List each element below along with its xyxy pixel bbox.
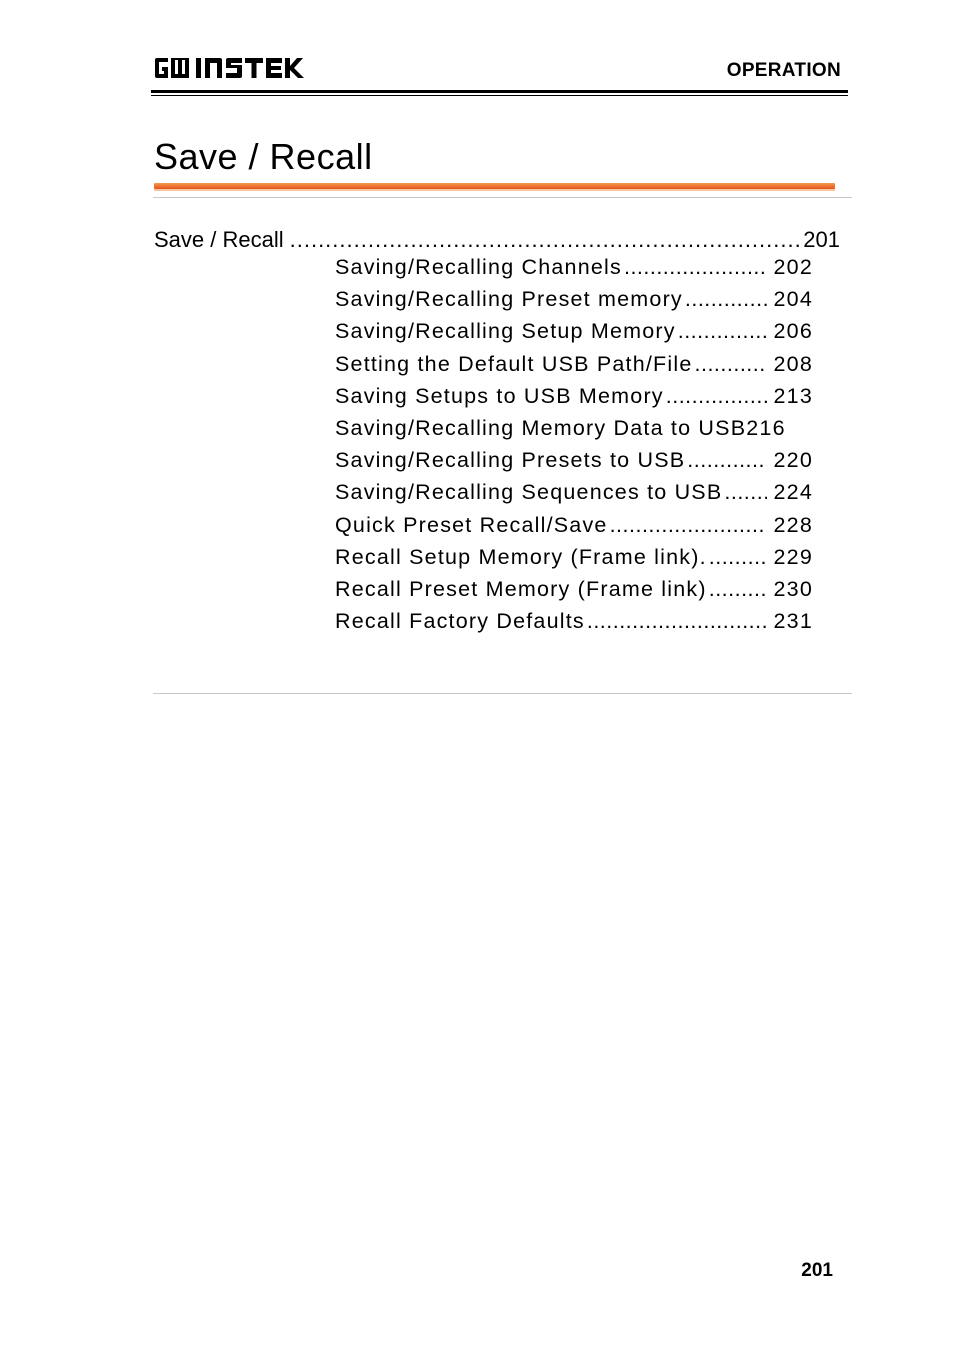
toc-main-page: 201 [803,227,840,252]
toc-item[interactable] [335,352,813,384]
toc-item[interactable] [335,448,813,480]
chapter-title: Save / Recall [154,136,373,177]
toc-item-page: 208 [773,351,813,376]
gw-instek-logo [154,55,324,83]
toc-leader-dots [587,609,767,634]
toc-item[interactable] [335,513,813,545]
toc-item[interactable] [335,319,813,351]
toc-leader-dots [624,255,767,280]
toc-leader-dots [666,384,767,409]
toc-item[interactable] [335,480,813,512]
toc-top-divider [153,197,852,198]
toc-item[interactable] [335,577,813,609]
toc-leader-dots [610,513,767,538]
toc-item-page: 216 [746,415,786,440]
toc-item-page: 206 [773,319,813,344]
toc-item-label: Saving/Recalling Sequences to USB [335,480,723,505]
toc-item-label: Recall Setup Memory (Frame link). [335,544,707,569]
toc-item-page: 231 [773,609,813,634]
toc-item-page: 229 [773,544,813,569]
toc-item-page: 224 [773,480,813,505]
toc-main-label: Save / Recall [154,227,284,252]
toc-item-label: Saving/Recalling Presets to USB [335,448,686,473]
page-number: 201 [801,1260,833,1281]
toc-leader-dots [695,352,768,377]
toc-leader-dots [709,577,767,602]
toc-item[interactable] [335,255,813,287]
toc-item-page: 230 [773,576,813,601]
toc-item-page: 220 [773,448,813,473]
toc-leader-dots [678,319,767,344]
toc-leader-dots [709,545,767,570]
toc-leader-dots [687,448,767,473]
toc-item[interactable] [335,416,813,448]
toc-item-label: Recall Factory Defaults [335,609,585,634]
header-divider [151,90,848,93]
toc-item-page: 204 [773,287,813,312]
toc-item[interactable] [335,287,813,319]
section-label: OPERATION [726,60,841,81]
toc-main-entry[interactable] [154,227,840,255]
toc-item-label: Saving/Recalling Setup Memory [335,319,676,344]
toc-bottom-divider [153,693,852,694]
toc-item-label: Saving Setups to USB Memory [335,383,664,408]
toc-item[interactable] [335,384,813,416]
toc-leader-dots [724,480,767,505]
title-underline-shadow [154,189,835,191]
toc-leader-dots [685,287,767,312]
toc-item-label: Quick Preset Recall/Save [335,512,608,537]
toc-item-label: Saving/Recalling Channels [335,255,622,279]
toc-item[interactable] [335,545,813,577]
header-divider-thin [151,95,848,96]
toc-item-label: Recall Preset Memory (Frame link) [335,576,707,601]
toc-item-label: Setting the Default USB Path/File [335,351,693,376]
toc-item[interactable] [335,609,813,641]
toc-leader-dots [290,227,802,253]
toc-item-page: 213 [773,383,813,408]
toc-item-label: Saving/Recalling Preset memory [335,287,683,312]
toc-item-label: Saving/Recalling Memory Data to USB [335,415,747,440]
toc-list [335,255,813,641]
toc-item-page: 202 [773,255,813,279]
toc-item-page: 228 [773,512,813,537]
